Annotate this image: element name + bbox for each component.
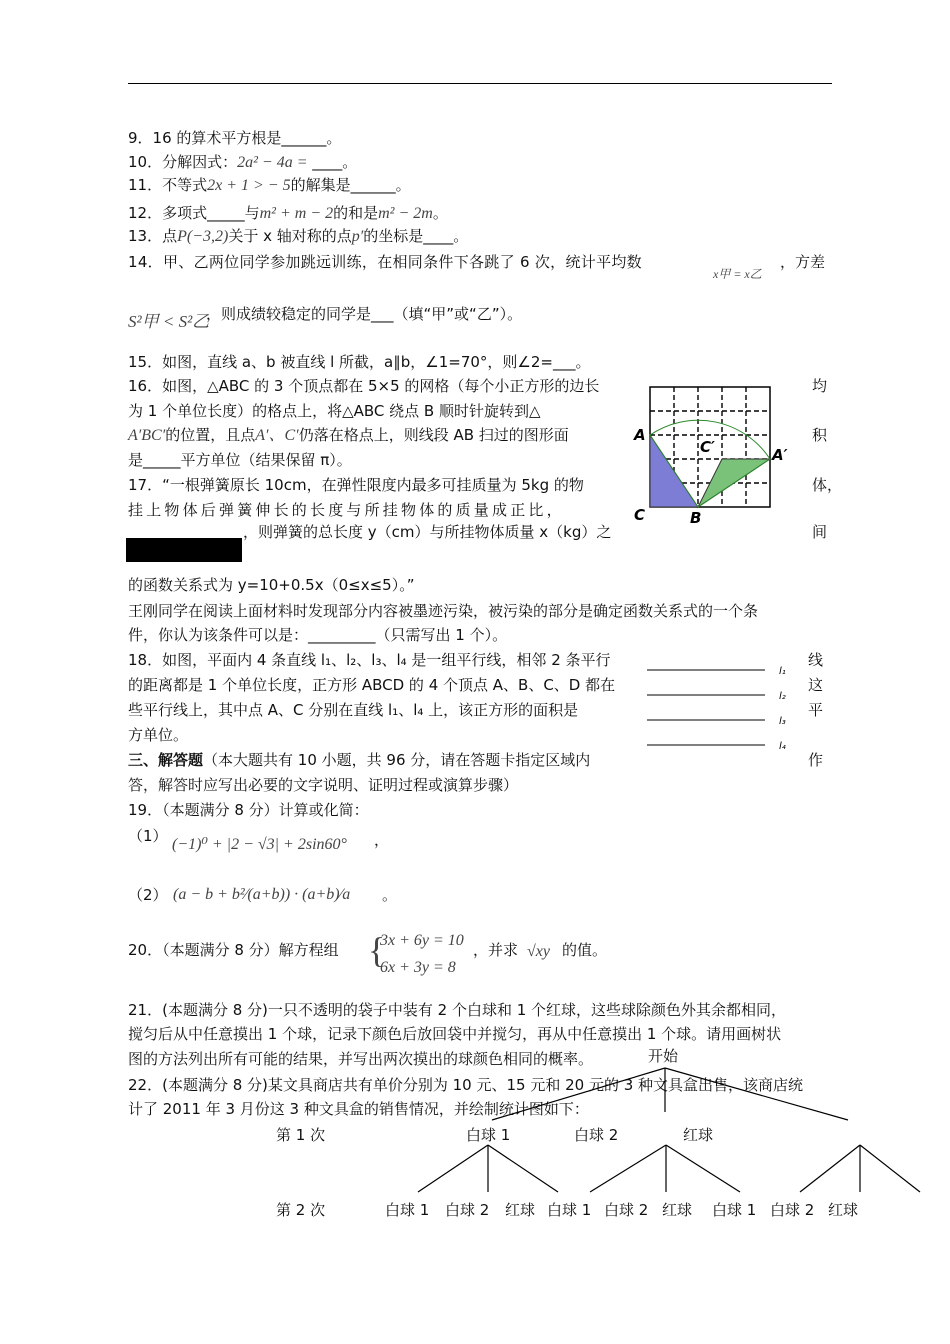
label-l2: l₂ — [779, 691, 786, 702]
q19-part2-end: 。 — [382, 886, 398, 904]
tree-row1-label: 第 1 次 — [276, 1126, 326, 1144]
q11-expr: 2x + 1 > − 5 — [207, 177, 291, 194]
q16-line2: 为 1 个单位长度）的格点上，将△ABC 绕点 B 顺时针旋转到△ — [128, 402, 541, 420]
question-15: 15．如图，直线 a、b 被直线 l 所截，a∥b，∠1=70°，则∠2=___。 — [128, 353, 591, 371]
q11-suffix: 的解集是______。 — [290, 176, 411, 194]
q16-line3-end: 仍落在格点上，则线段 AB 扫过的图形面 — [298, 426, 569, 444]
q19-part2-expr: (a − b + b²⁄(a+b)) · (a+b)⁄a — [173, 886, 351, 903]
q21-line2: 搅匀后从中任意摸出 1 个球，记录下颜色后放回袋中并搅匀，再从中任意摸出 1 个球。请用画树状 — [128, 1025, 782, 1043]
q18-right1: 线 — [808, 651, 824, 669]
tree-row1-node: 白球 1 — [466, 1126, 511, 1144]
q19-part1-end: ， — [374, 831, 390, 849]
label-b: B — [690, 509, 702, 527]
q16-expr-abc: A′BC′ — [128, 427, 166, 444]
q16-expr-points: A′、C′ — [255, 427, 299, 444]
q12-expr1: m² + m − 2 — [259, 205, 334, 222]
q16-right2: 积 — [812, 426, 828, 444]
q20-eq1: 3x + 6y = 10 — [380, 932, 464, 949]
label-a: A — [634, 426, 646, 444]
tree-row1-node: 红球 — [683, 1126, 714, 1144]
section-3-rest: （本大题共有 10 小题，共 96 分，请在答题卡指定区域内 — [203, 751, 591, 769]
q17-line2: 挂上物体后弹簧伸长的长度与所挂物体的质量成正比， — [128, 501, 565, 519]
q17-line3: ，则弹簧的总长度 y（cm）与所挂物体质量 x（kg）之 — [243, 523, 612, 541]
q10-suffix: 。 — [342, 153, 358, 171]
label-l4: l₄ — [779, 741, 786, 752]
tree-row2-node: 白球 1 — [712, 1201, 757, 1219]
q16-line4: 是_____平方单位（结果保留 π）。 — [128, 451, 352, 469]
q14-line1-end: ，方差 — [780, 253, 826, 271]
tree-row2-label: 第 2 次 — [276, 1201, 326, 1219]
tree-row2-node: 白球 1 — [547, 1201, 592, 1219]
q22-line2: 计了 2011 年 3 月份这 3 种文具盒的销售情况，并绘制统计图如下： — [128, 1100, 589, 1118]
q12-mid: 的和是 — [333, 204, 379, 222]
q20-sqrt-expr: √xy — [527, 943, 550, 960]
q13-prefix: 13．点 — [128, 227, 178, 245]
q12-expr2: m² − 2m — [378, 205, 433, 222]
q14-mean-expr: x甲 = x乙 — [713, 267, 762, 281]
q14-line2: ，则成绩较稳定的同学是___（填“甲”或“乙”）。 — [206, 305, 523, 323]
q10-blank: ____ — [312, 153, 343, 171]
q20-mid: ，并求 — [473, 941, 519, 959]
q10-expr: 2a² − 4a = — [237, 154, 308, 171]
q16-line1: 16．如图，△ABC 的 3 个顶点都在 5×5 的网格（每个小正方形的边长 — [128, 377, 600, 395]
q17-line4: 的函数关系式为 y=10+0.5x（0≤x≤5）。” — [128, 576, 415, 594]
q19-title: 19．（本题满分 8 分）计算或化简： — [128, 801, 369, 819]
label-a-prime: A′ — [772, 446, 788, 464]
q20-suffix: 的值。 — [562, 941, 608, 959]
q18-line4: 方单位。 — [128, 726, 189, 744]
q17-line6: 件，你认为该条件可以是：_________（只需写出 1 个）。 — [128, 626, 508, 644]
q14-var-expr: S²甲 < S²乙 — [128, 312, 210, 331]
q17-right1: 体， — [812, 476, 843, 494]
label-c: C — [634, 506, 646, 524]
q20-eq2: 6x + 3y = 8 — [380, 959, 456, 976]
q18-right4: 作 — [808, 751, 824, 769]
question-14-line1: 14．甲、乙两位同学参加跳远训练，在相同条件下各跳了 6 次，统计平均数 — [128, 253, 642, 271]
q18-line3: 些平行线上，其中点 A、C 分别在直线 l₁、l₄ 上，该正方形的面积是 — [128, 701, 579, 719]
q21-line1: 21．(本题满分 8 分)一只不透明的袋子中装有 2 个白球和 1 个红球，这些球除颜色外其余都相同， — [128, 1001, 787, 1019]
q13-mid: 关于 x 轴对称的点 — [228, 227, 352, 245]
q17-line5: 王刚同学在阅读上面材料时发现部分内容被墨迹污染，被污染的部分是确定函数关系式的一个条 — [128, 602, 759, 620]
q13-suffix: 的坐标是____。 — [363, 227, 469, 245]
section-3-line2: 答，解答时应写出必要的文字说明、证明过程或演算步骤） — [128, 776, 519, 794]
q17-right2: 间 — [812, 523, 828, 541]
q20-prefix: 20．（本题满分 8 分）解方程组 — [128, 941, 339, 959]
q18-right2: 这 — [808, 676, 824, 694]
q19-part1-expr: (−1)⁰ + |2 − √3| + 2sin60° — [172, 836, 347, 853]
tree-row2-node: 红球 — [662, 1201, 693, 1219]
question-9: 9．16 的算术平方根是______。 — [128, 129, 342, 147]
q12-suffix: 。 — [432, 204, 448, 222]
q16-line3-text: 的位置，且点 — [165, 426, 256, 444]
tree-row2-node: 白球 1 — [385, 1201, 430, 1219]
q20-brace: { — [368, 930, 386, 970]
q19-part1-label: （1） — [128, 827, 168, 845]
q10-prefix: 10．分解因式： — [128, 153, 238, 171]
q18-line1: 18．如图，平面内 4 条直线 l₁、l₂、l₃、l₄ 是一组平行线，相邻 2 条平行 — [128, 651, 611, 669]
q13-expr2: p′ — [351, 228, 364, 245]
tree-row2-node: 红球 — [828, 1201, 859, 1219]
q22-line1: 22．(本题满分 8 分)某文具商店共有单价分别为 10 元、15 元和 20 元的 3 种文具盒出售，该商店统 — [128, 1076, 804, 1094]
tree-row2-node: 白球 2 — [770, 1201, 815, 1219]
label-l3: l₃ — [779, 716, 786, 727]
tree-row2-node: 红球 — [505, 1201, 536, 1219]
q11-prefix: 11．不等式 — [128, 176, 208, 194]
tree-start: 开始 — [648, 1047, 679, 1065]
q16-right1: 均 — [812, 377, 828, 395]
section-3-title: 三、解答题 — [128, 751, 204, 769]
q17-line1: 17．“一根弹簧原长 10cm，在弹性限度内最多可挂质量为 5kg 的物 — [128, 476, 584, 494]
label-l1: l₁ — [779, 666, 786, 677]
q18-line2: 的距离都是 1 个单位长度，正方形 ABCD 的 4 个顶点 A、B、C、D 都在 — [128, 676, 616, 694]
q21-line3: 图的方法列出所有可能的结果，并写出两次摸出的球颜色相同的概率。 — [128, 1050, 594, 1068]
q12-prefix: 12．多项式_____与 — [128, 204, 260, 222]
q18-right3: 平 — [808, 701, 824, 719]
q19-part2-label: （2） — [128, 886, 168, 904]
q13-expr1: P(−3,2) — [177, 228, 229, 245]
tree-row2-node: 白球 2 — [604, 1201, 649, 1219]
tree-row1-node: 白球 2 — [574, 1126, 619, 1144]
tree-row2-node: 白球 2 — [445, 1201, 490, 1219]
label-c-prime: C′ — [700, 438, 715, 456]
